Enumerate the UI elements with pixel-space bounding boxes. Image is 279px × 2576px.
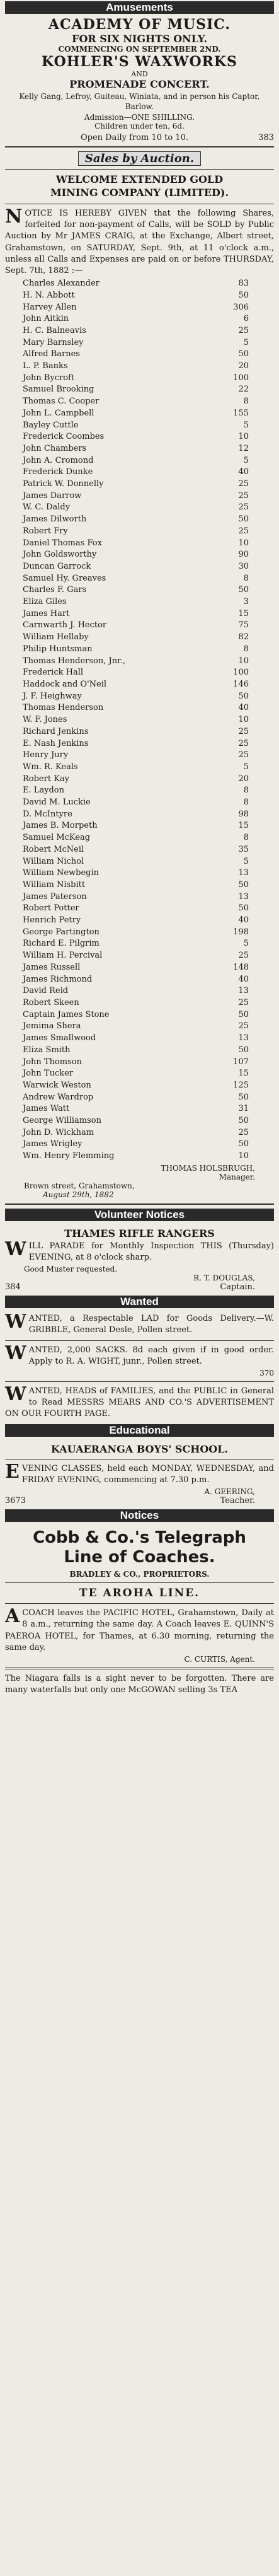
share-quantity: 25 xyxy=(238,738,249,748)
share-quantity: 12 xyxy=(238,443,249,453)
share-row xyxy=(5,584,274,596)
share-quantity: 6 xyxy=(243,314,249,324)
shareholder-name: James Paterson xyxy=(23,891,87,902)
share-row xyxy=(5,750,274,762)
share-row xyxy=(5,561,274,573)
share-row xyxy=(5,573,274,585)
share-quantity: 13 xyxy=(238,986,249,996)
share-row xyxy=(5,879,274,891)
share-quantity: 10 xyxy=(238,1151,249,1161)
shareholder-name: Robert Kay xyxy=(23,774,70,784)
share-row xyxy=(5,891,274,903)
share-row xyxy=(5,867,274,879)
share-quantity: 25 xyxy=(238,1021,249,1031)
share-quantity: 75 xyxy=(238,620,249,630)
share-quantity: 25 xyxy=(238,526,249,536)
share-row xyxy=(5,502,274,514)
share-quantity: 5 xyxy=(243,455,249,465)
share-quantity: 5 xyxy=(243,337,249,347)
shareholder-name: Haddock and O'Neil xyxy=(23,680,107,689)
wanted-ad-lad: WANTED, a Respectable LAD for Goods Delivery.—W. GRIBBLE, General Desle, Pollen street. xyxy=(5,1311,274,1335)
share-quantity: 146 xyxy=(233,680,249,689)
cobb-title-line2: Line of Coaches. xyxy=(64,1548,215,1567)
share-row xyxy=(5,809,274,821)
shareholder-name: Richard Jenkins xyxy=(23,726,89,736)
shareholder-name: W. F. Jones xyxy=(23,715,67,725)
shareholder-name: John Tucker xyxy=(23,1069,74,1079)
share-row xyxy=(5,1103,274,1115)
shareholder-name: Samuel Brooking xyxy=(23,385,94,395)
share-quantity: 50 xyxy=(238,1045,249,1055)
share-row xyxy=(5,702,274,714)
share-quantity: 8 xyxy=(243,573,249,583)
share-row xyxy=(5,632,274,644)
volunteer-number: 384 xyxy=(5,1282,21,1292)
teacher-name: A. GEERING, xyxy=(204,1487,255,1496)
shareholder-name: Eliza Smith xyxy=(23,1045,71,1055)
signer-name: THOMAS HOLSBRUGH, xyxy=(161,1163,255,1173)
shareholder-name: John Chambers xyxy=(23,443,87,453)
share-row xyxy=(5,373,274,385)
shareholder-name: James Richmond xyxy=(23,974,93,984)
share-row xyxy=(5,302,274,314)
shareholder-name: William Newbegin xyxy=(23,868,100,878)
shareholder-name: Thomas Henderson xyxy=(23,703,104,713)
shareholder-name: George Partington xyxy=(23,927,100,937)
shareholder-name: John Aitkin xyxy=(23,314,69,324)
share-row xyxy=(5,856,274,868)
shareholder-name: George Williamson xyxy=(23,1116,101,1126)
share-row xyxy=(5,797,274,809)
shareholder-name: H. N. Abbott xyxy=(23,290,75,300)
shareholder-name: Philip Huntsman xyxy=(23,644,93,654)
shareholder-name: James Dilworth xyxy=(23,514,87,525)
shareholder-name: John Bycroft xyxy=(23,373,75,383)
shareholder-name: James Wrigley xyxy=(23,1139,83,1149)
share-quantity: 83 xyxy=(238,279,249,289)
shareholder-name: Robert Skeen xyxy=(23,997,79,1007)
share-row xyxy=(5,420,274,432)
share-quantity: 8 xyxy=(243,644,249,654)
share-row xyxy=(5,384,274,396)
shareholder-name: David Reid xyxy=(23,986,69,996)
share-row xyxy=(5,679,274,691)
parade-notice: WILL PARADE for Monthly Inspection THIS (Thursday) EVENING, at 8 o'clock sharp. xyxy=(5,1238,274,1263)
shareholder-name: Frederick Hall xyxy=(23,668,84,678)
academy-ad xyxy=(5,14,274,142)
shareholder-name: Samuel McKeag xyxy=(23,833,91,843)
share-row xyxy=(5,903,274,915)
share-quantity: 40 xyxy=(238,703,249,713)
shareholder-name: Robert Potter xyxy=(23,903,79,914)
share-quantity: 20 xyxy=(238,361,249,371)
shareholder-name: L. P. Banks xyxy=(23,361,68,371)
share-quantity: 25 xyxy=(238,490,249,501)
share-quantity: 155 xyxy=(233,408,249,418)
share-quantity: 15 xyxy=(238,608,249,618)
share-row xyxy=(5,396,274,408)
share-quantity: 8 xyxy=(243,786,249,796)
educational-heading: Educational xyxy=(5,1424,274,1437)
wanted-ad-families: WANTED, HEADS of FAMILIES, and the PUBLIC in General to Read MESSRS MEARS AND CO.'S ADVERTISEMENT ON OUR FOURTH PAGE. xyxy=(5,1383,274,1419)
share-row xyxy=(5,467,274,479)
shareholder-name: Henrich Petry xyxy=(23,915,81,925)
shareholder-name: Carnwarth J. Hector xyxy=(23,620,107,630)
shareholder-name: Alfred Barnes xyxy=(23,349,80,359)
share-row xyxy=(5,1139,274,1151)
share-row xyxy=(5,832,274,844)
volunteer-signer-title: Captain. xyxy=(220,1282,255,1292)
volunteer-heading: Volunteer Notices xyxy=(5,1209,274,1221)
share-row xyxy=(5,290,274,302)
share-row xyxy=(5,997,274,1009)
share-row xyxy=(5,726,274,738)
notices-heading: Notices xyxy=(5,1509,274,1522)
aroha-line-title: TE AROHA LINE. xyxy=(79,1587,200,1600)
share-quantity: 50 xyxy=(238,514,249,525)
share-quantity: 50 xyxy=(238,903,249,914)
cobb-title-line1: Cobb & Co.'s Telegraph xyxy=(33,1528,246,1547)
share-row xyxy=(5,985,274,997)
shareholder-name: John A. Cromond xyxy=(23,455,94,465)
share-row xyxy=(5,1115,274,1127)
auction-date: August 29th, 1882 xyxy=(43,1190,114,1199)
share-row xyxy=(5,974,274,986)
shareholder-name: Eliza Giles xyxy=(23,597,67,607)
share-row xyxy=(5,1151,274,1163)
share-row xyxy=(5,431,274,443)
sales-heading: Sales by Auction. xyxy=(5,152,274,165)
share-quantity: 50 xyxy=(238,879,249,890)
share-row xyxy=(5,278,274,290)
share-row xyxy=(5,490,274,502)
share-row xyxy=(5,644,274,656)
divider xyxy=(5,146,274,148)
sacks-number: 370 xyxy=(259,1368,274,1378)
shareholder-name: Mary Barnsley xyxy=(23,337,84,347)
share-row xyxy=(5,1045,274,1057)
share-row xyxy=(5,408,274,420)
share-row xyxy=(5,714,274,726)
school-title: KAUAERANGA BOYS' SCHOOL. xyxy=(50,1442,229,1455)
open-number: 383 xyxy=(258,133,274,143)
share-row xyxy=(5,596,274,608)
shareholder-name: David M. Luckie xyxy=(23,798,91,808)
shareholder-name: William H. Percival xyxy=(23,951,103,961)
shareholder-name: Patrick W. Donnelly xyxy=(23,479,104,489)
teacher-title: Teacher. xyxy=(220,1495,255,1506)
shareholder-name: Captain James Stone xyxy=(23,1009,110,1019)
share-row xyxy=(5,667,274,679)
figures-text: Kelly Gang, Lefroy, Guiteau, Winiata, and in person his Captor, Barlow. xyxy=(19,92,260,112)
share-row xyxy=(5,1009,274,1021)
share-quantity: 25 xyxy=(238,997,249,1007)
share-quantity: 15 xyxy=(238,821,249,831)
share-row xyxy=(5,915,274,927)
kohler-title: KOHLER'S WAXWORKS xyxy=(42,54,237,70)
share-quantity: 98 xyxy=(238,809,249,819)
commencing-text: COMMENCING ON SEPTEMBER 2ND. xyxy=(58,45,221,54)
divider xyxy=(5,1340,274,1341)
share-quantity: 13 xyxy=(238,1033,249,1043)
newspaper-page xyxy=(5,1,274,1696)
share-quantity: 50 xyxy=(238,349,249,359)
share-quantity: 13 xyxy=(238,868,249,878)
share-quantity: 5 xyxy=(243,762,249,772)
shareholder-name: Wm. R. Keals xyxy=(23,762,78,772)
six-nights: FOR SIX NIGHTS ONLY. xyxy=(72,33,207,45)
share-row xyxy=(5,1127,274,1139)
shareholder-name: James Russell xyxy=(23,962,81,972)
share-row xyxy=(5,549,274,561)
share-row xyxy=(5,950,274,962)
shareholder-name: Harvey Allen xyxy=(23,302,77,312)
share-quantity: 5 xyxy=(243,856,249,866)
share-quantity: 3 xyxy=(243,597,249,607)
share-row xyxy=(5,538,274,550)
shareholder-name: James Watt xyxy=(23,1104,70,1114)
shareholder-name: Andrew Wardrop xyxy=(23,1092,94,1102)
shareholder-name: W. C. Daldy xyxy=(23,502,71,513)
shareholder-name: Frederick Dunke xyxy=(23,467,93,477)
divider xyxy=(5,169,274,170)
auction-place: Brown street, Grahamstown, xyxy=(24,1181,135,1190)
share-quantity: 5 xyxy=(243,939,249,949)
evening-classes-text: EVENING CLASSES, held each MONDAY, WEDNESDAY, and FRIDAY EVENING, commencing at 7.30 p.m. xyxy=(5,1460,274,1485)
share-row xyxy=(5,514,274,526)
shares-list xyxy=(5,278,274,1163)
share-row xyxy=(5,762,274,774)
shareholder-name: John Goldsworthy xyxy=(23,550,97,560)
shareholder-name: Thomas C. Cooper xyxy=(23,397,100,407)
share-row xyxy=(5,962,274,974)
amusements-heading: Amusements xyxy=(5,1,274,14)
shareholder-name: John L. Campbell xyxy=(23,408,94,418)
shareholder-name: William Nichol xyxy=(23,856,84,866)
shareholder-name: Charles Alexander xyxy=(23,279,100,289)
share-quantity: 10 xyxy=(238,432,249,442)
share-quantity: 10 xyxy=(238,715,249,725)
share-row xyxy=(5,361,274,373)
share-quantity: 25 xyxy=(238,750,249,760)
share-quantity: 40 xyxy=(238,915,249,925)
divider xyxy=(5,1582,274,1583)
share-row xyxy=(5,738,274,750)
share-row xyxy=(5,820,274,832)
shareholder-name: E. Laydon xyxy=(23,786,65,796)
share-quantity: 90 xyxy=(238,550,249,560)
share-row xyxy=(5,526,274,538)
share-quantity: 100 xyxy=(233,668,249,678)
rifle-rangers-title: THAMES RIFLE RANGERS xyxy=(64,1227,215,1239)
share-quantity: 8 xyxy=(243,397,249,407)
share-row xyxy=(5,325,274,337)
share-quantity: 50 xyxy=(238,290,249,300)
open-text: Open Daily from 10 to 10. xyxy=(81,133,188,143)
share-quantity: 25 xyxy=(238,1127,249,1137)
share-quantity: 25 xyxy=(238,502,249,513)
shareholder-name: E. Nash Jenkins xyxy=(23,738,89,748)
share-row xyxy=(5,938,274,950)
academy-title: ACADEMY OF MUSIC. xyxy=(48,16,231,33)
share-row xyxy=(5,1068,274,1080)
share-row xyxy=(5,608,274,620)
shareholder-name: Samuel Hy. Greaves xyxy=(23,573,106,583)
share-row xyxy=(5,349,274,361)
divider xyxy=(5,1381,274,1382)
shareholder-name: James Darrow xyxy=(23,490,82,501)
proprietors-text: BRADLEY & CO., PROPRIETORS. xyxy=(69,1570,210,1579)
share-quantity: 107 xyxy=(233,1057,249,1067)
share-quantity: 31 xyxy=(238,1104,249,1114)
shareholder-name: Frederick Coombes xyxy=(23,432,105,442)
shareholder-name: Warwick Weston xyxy=(23,1080,91,1090)
wanted-heading: Wanted xyxy=(5,1296,274,1308)
share-quantity: 22 xyxy=(238,385,249,395)
share-quantity: 40 xyxy=(238,974,249,984)
shareholder-name: William Hellaby xyxy=(23,632,89,642)
share-quantity: 50 xyxy=(238,1009,249,1019)
share-quantity: 35 xyxy=(238,844,249,854)
shareholder-name: Daniel Thomas Fox xyxy=(23,538,102,548)
shareholder-name: James B. Morpeth xyxy=(23,821,98,831)
shareholder-name: Robert McNeil xyxy=(23,844,84,854)
share-quantity: 50 xyxy=(238,1116,249,1126)
share-row xyxy=(5,337,274,349)
share-quantity: 148 xyxy=(233,962,249,972)
shareholder-name: H. C. Balneavis xyxy=(23,325,86,335)
shareholder-name: Richard E. Pilgrim xyxy=(23,939,100,949)
admission-text: Admission—ONE SHILLING. xyxy=(84,113,195,122)
share-quantity: 8 xyxy=(243,798,249,808)
share-quantity: 125 xyxy=(233,1080,249,1090)
shareholder-name: D. McIntyre xyxy=(23,809,72,819)
share-quantity: 25 xyxy=(238,951,249,961)
share-quantity: 10 xyxy=(238,656,249,666)
shareholder-name: J. F. Heighway xyxy=(23,691,82,701)
shareholder-name: Henry Jury xyxy=(23,750,69,760)
shareholder-name: James Hart xyxy=(23,608,70,618)
share-row xyxy=(5,927,274,939)
share-row xyxy=(5,1080,274,1092)
share-row xyxy=(5,1057,274,1069)
divider xyxy=(5,1203,274,1205)
share-row xyxy=(5,844,274,856)
share-quantity: 50 xyxy=(238,1092,249,1102)
share-row xyxy=(5,313,274,325)
share-row xyxy=(5,1033,274,1045)
agent-name: C. CURTIS, Agent. xyxy=(184,1655,255,1664)
share-quantity: 100 xyxy=(233,373,249,383)
shareholder-name: Wm. Henry Flemming xyxy=(23,1151,115,1161)
divider xyxy=(5,1668,274,1669)
share-row xyxy=(5,620,274,632)
share-quantity: 30 xyxy=(238,561,249,571)
shareholder-name: John D. Wickham xyxy=(23,1127,94,1137)
wanted-ad-sacks: WANTED, 2,000 SACKS. 8d each given if in good order. Apply to R. A. WIGHT, junr., Pollen street. xyxy=(5,1342,274,1366)
share-row xyxy=(5,479,274,490)
school-number: 3673 xyxy=(5,1495,26,1506)
share-quantity: 306 xyxy=(233,302,249,312)
share-quantity: 50 xyxy=(238,585,249,595)
shareholder-name: John Thomson xyxy=(23,1057,82,1067)
share-quantity: 198 xyxy=(233,927,249,937)
share-row xyxy=(5,691,274,703)
share-row xyxy=(5,785,274,797)
share-row xyxy=(5,443,274,455)
shareholder-name: Robert Fry xyxy=(23,526,68,536)
company-title: WELCOME EXTENDED GOLD MINING COMPANY (LIMITED). xyxy=(50,173,229,199)
promenade-title: PROMENADE CONCERT. xyxy=(69,78,210,90)
volunteer-signer: R. T. DOUGLAS, xyxy=(193,1273,255,1283)
share-row xyxy=(5,774,274,786)
and-text: AND xyxy=(131,70,148,78)
muster-text: Good Muster requested. xyxy=(24,1265,118,1274)
shareholder-name: William Nisbitt xyxy=(23,879,86,890)
divider xyxy=(5,1603,274,1604)
share-quantity: 25 xyxy=(238,325,249,335)
coach-schedule: ACOACH leaves the PACIFIC HOTEL, Grahamstown, Daily at 8 a.m., returning the same day. A Coach leaves E. QUINN'S PAEROA HOTEL, for Thames, at 6.30 morning, returning the same day. xyxy=(5,1605,274,1652)
share-row xyxy=(5,656,274,668)
shareholder-name: Thomas Henderson, Jnr., xyxy=(23,656,126,666)
share-row xyxy=(5,1092,274,1104)
share-quantity: 40 xyxy=(238,467,249,477)
share-row xyxy=(5,455,274,467)
shareholder-name: James Smallwood xyxy=(23,1033,96,1043)
shareholder-name: Charles F. Gars xyxy=(23,585,87,595)
share-row xyxy=(5,1021,274,1033)
auction-notice: NOTICE IS HEREBY GIVEN that the following Shares, forfeited for non-payment of Calls, will be SOLD by Public Auction by Mr JAMES CRAIG, at the Exchange, Albert street, Grahamstown, on SATURDAY, Sept. 9th, at 11 o'clock a.m., unless all Calls and Expenses are paid on or before THURSDAY, Sept. 7th, 1882 :— xyxy=(5,205,274,276)
signer-title: Manager. xyxy=(219,1172,255,1181)
share-quantity: 50 xyxy=(238,1139,249,1149)
share-quantity: 25 xyxy=(238,726,249,736)
shareholder-name: Bayley Cuttle xyxy=(23,420,79,430)
children-text: Children under ten, 6d. xyxy=(94,122,185,131)
shareholder-name: Duncan Garrock xyxy=(23,561,91,571)
share-quantity: 8 xyxy=(243,833,249,843)
share-quantity: 13 xyxy=(238,891,249,902)
share-quantity: 25 xyxy=(238,479,249,489)
share-quantity: 20 xyxy=(238,774,249,784)
share-quantity: 15 xyxy=(238,1069,249,1079)
share-quantity: 10 xyxy=(238,538,249,548)
share-quantity: 82 xyxy=(238,632,249,642)
niagara-tea-ad: The Niagara falls is a sight never to be forgotten. There are many waterfalls but only one McGOWAN selling 3s TEA xyxy=(5,1674,274,1695)
shareholder-name: Jemima Shera xyxy=(23,1021,81,1031)
share-quantity: 50 xyxy=(238,691,249,701)
share-quantity: 5 xyxy=(243,420,249,430)
